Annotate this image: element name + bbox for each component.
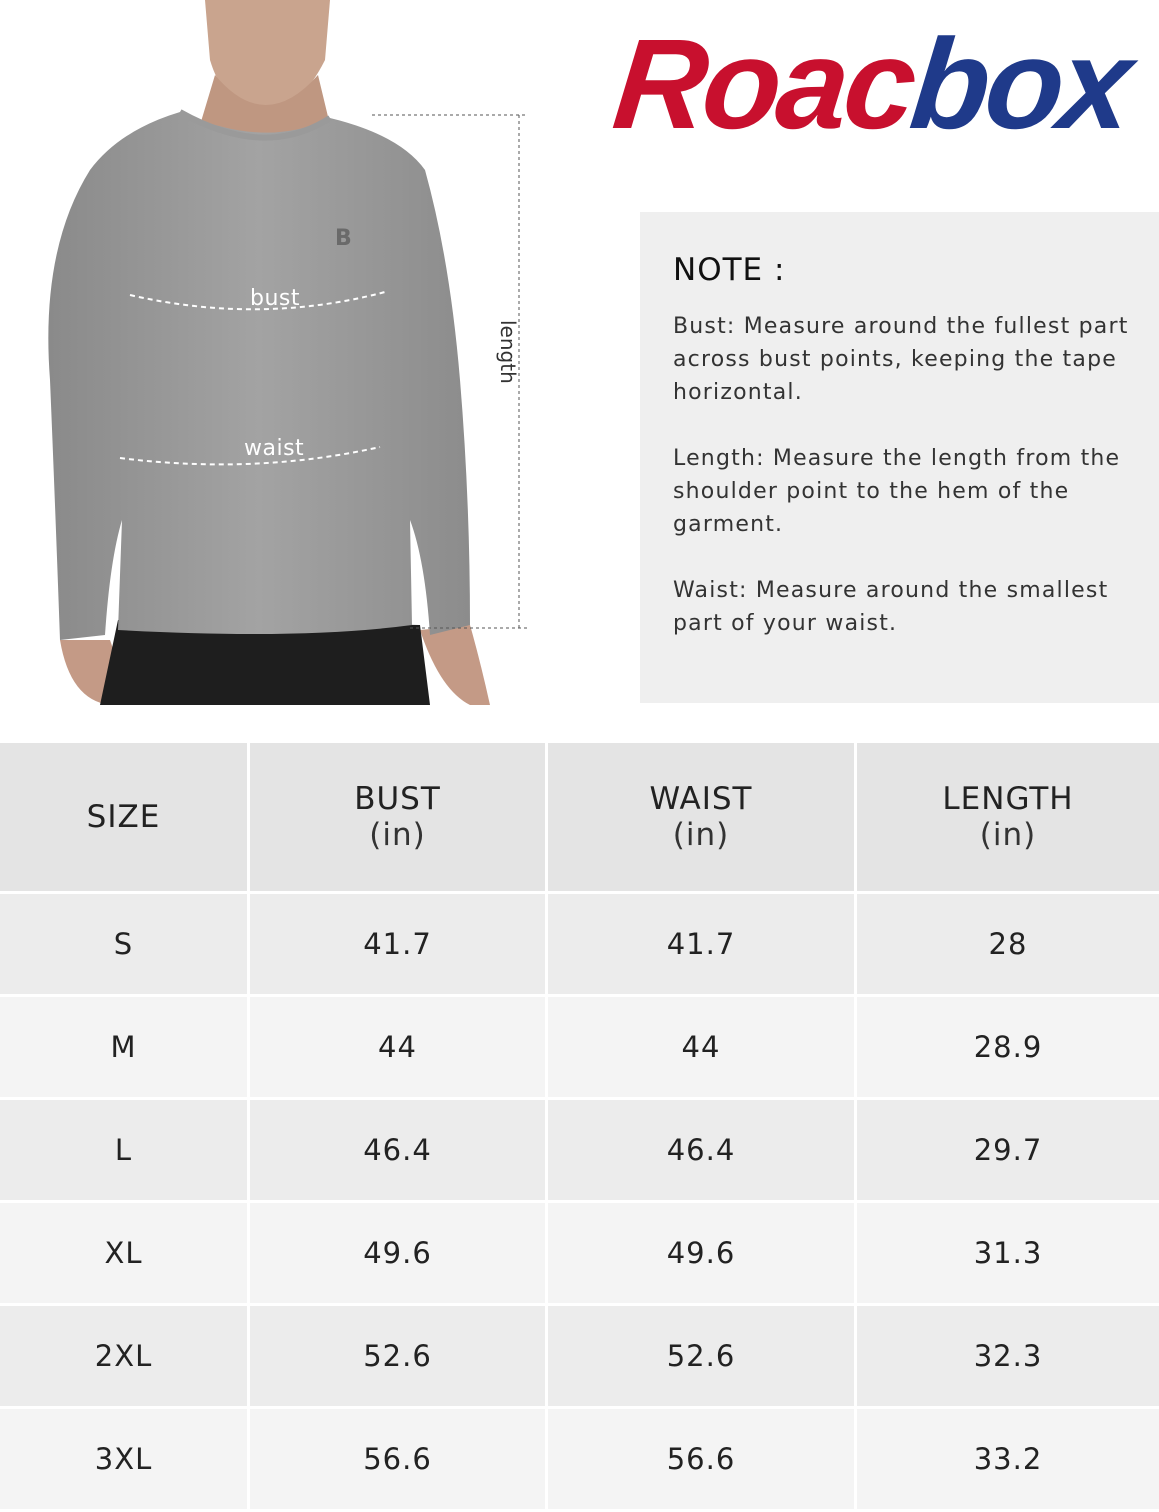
size-cell: XL: [0, 1203, 250, 1306]
size-cell: S: [0, 894, 250, 997]
header-label: SIZE: [86, 799, 161, 835]
header-unit: (in): [369, 817, 426, 853]
waist-cell: 49.6: [548, 1203, 857, 1306]
size-cell: M: [0, 997, 250, 1100]
table-row: [0, 1306, 1159, 1409]
waist-cell: 46.4: [548, 1100, 857, 1203]
table-row: [0, 997, 1159, 1100]
waist-cell: 44: [548, 997, 857, 1100]
bust-cell: 41.7: [250, 894, 548, 997]
table-row: [0, 1203, 1159, 1306]
shirt-illustration: [0, 0, 560, 705]
table-row: [0, 1409, 1159, 1512]
length-cell: 28: [857, 894, 1159, 997]
size-cell: 3XL: [0, 1409, 250, 1512]
waist-cell: 52.6: [548, 1306, 857, 1409]
svg-text:B: B: [335, 226, 352, 251]
bust-cell: 46.4: [250, 1100, 548, 1203]
length-cell: 31.3: [857, 1203, 1159, 1306]
measurement-note: [640, 212, 1159, 703]
header-length: [857, 743, 1159, 894]
length-cell: 28.9: [857, 997, 1159, 1100]
table-row: [0, 894, 1159, 997]
waist-cell: 41.7: [548, 894, 857, 997]
logo-part-red: Roac: [607, 13, 920, 156]
note-length: Length: Measure the length from the shoulder point to the hem of the garment.: [673, 446, 1121, 537]
header-bust: [250, 743, 548, 894]
length-cell: 33.2: [857, 1409, 1159, 1512]
bust-label: bust: [250, 286, 300, 311]
table-header-row: [0, 743, 1159, 894]
bust-cell: 52.6: [250, 1306, 548, 1409]
logo-part-blue: box: [904, 13, 1136, 156]
bust-cell: 49.6: [250, 1203, 548, 1306]
note-waist: Waist: Measure around the smallest part of your waist.: [673, 578, 1109, 636]
bust-cell: 56.6: [250, 1409, 548, 1512]
bust-cell: 44: [250, 997, 548, 1100]
header-label: BUST: [354, 781, 441, 817]
waist-cell: 56.6: [548, 1409, 857, 1512]
header-waist: [548, 743, 857, 894]
header-label: WAIST: [649, 781, 753, 817]
product-photo: [0, 0, 560, 705]
size-chart-table: [0, 743, 1159, 1512]
size-cell: L: [0, 1100, 250, 1203]
length-cell: 29.7: [857, 1100, 1159, 1203]
note-bust: Bust: Measure around the fullest part across bust points, keeping the tape horizontal.: [673, 314, 1129, 405]
header-unit: (in): [979, 817, 1037, 853]
waist-label: waist: [244, 436, 305, 461]
length-cell: 32.3: [857, 1306, 1159, 1409]
header-unit: (in): [672, 817, 730, 853]
note-title: NOTE :: [673, 252, 786, 288]
length-label: length: [496, 320, 520, 384]
table-row: [0, 1100, 1159, 1203]
header-label: LENGTH: [942, 781, 1074, 817]
header-size: [0, 743, 250, 894]
size-cell: 2XL: [0, 1306, 250, 1409]
brand-logo: [607, 13, 1159, 156]
